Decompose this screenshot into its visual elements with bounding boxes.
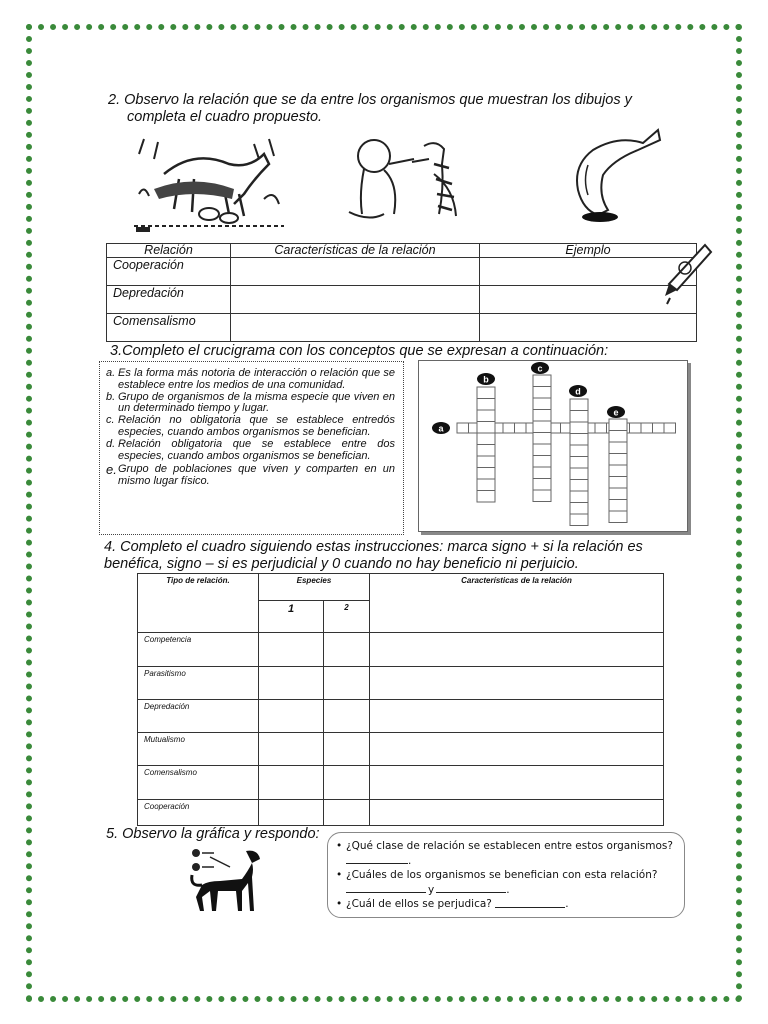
crossword-cell[interactable] — [477, 387, 495, 399]
clue-label: b — [483, 374, 489, 385]
answer-cell[interactable] — [370, 766, 664, 800]
crossword-cell[interactable] — [477, 410, 495, 422]
clue-item: b. Grupo de organismos de la misma especie que viven en un determinado tiempo y lugar. — [106, 390, 395, 415]
crossword-cell[interactable] — [533, 410, 551, 422]
q5-questions-box: • ¿Qué clase de relación se establecen entre estos organismos? . • ¿Cuáles de los organismos se benefician con esta relación? y . • ¿Cuál de ellos se perjudica? . — [327, 832, 685, 918]
crossword-cell[interactable] — [477, 468, 495, 480]
row-label: Depredación — [138, 700, 259, 733]
q4-relations-table — [137, 573, 664, 826]
clue-item: a. Es la forma más notoria de interacción o relación que se establece entre los medios de una comunidad. — [106, 367, 395, 391]
crossword-cell[interactable] — [595, 423, 607, 433]
crossword-cell[interactable] — [477, 479, 495, 491]
crossword-cell[interactable] — [609, 465, 627, 477]
crossword-cell[interactable] — [609, 442, 627, 454]
crossword-cell[interactable] — [570, 434, 588, 446]
sign-cell[interactable] — [324, 633, 370, 667]
question-3: • ¿Cuál de ellos se perjudica? . — [336, 898, 569, 910]
crossword-cell[interactable] — [533, 467, 551, 479]
answer-blank[interactable] — [436, 882, 506, 893]
crossword-cell[interactable] — [609, 500, 627, 512]
sign-cell[interactable] — [259, 733, 324, 766]
crossword-cell[interactable] — [533, 433, 551, 445]
q2-relations-table — [106, 243, 697, 342]
header-relacion: Relación — [107, 244, 231, 258]
answer-blank[interactable] — [346, 882, 426, 893]
crossword-cell[interactable] — [609, 419, 627, 431]
crossword-cell[interactable] — [533, 444, 551, 456]
crossword-cell[interactable] — [664, 423, 676, 433]
crossword-cell[interactable] — [457, 423, 469, 433]
answer-cell[interactable] — [231, 286, 480, 314]
crossword-cell[interactable] — [609, 477, 627, 489]
crossword-grid[interactable] — [418, 360, 688, 532]
crossword-cell[interactable] — [533, 375, 551, 387]
crossword-cell[interactable] — [570, 491, 588, 503]
answer-cell[interactable] — [370, 733, 664, 766]
pencil-icon — [655, 240, 715, 305]
sign-cell[interactable] — [259, 766, 324, 800]
clue-item: d. Relación obligatoria que se establece entre dos especies, cuando ambos organismos se benefician. — [106, 437, 395, 462]
row-label: Comensalismo — [138, 766, 259, 800]
header-caracteristicas: Características de la relación — [231, 244, 480, 258]
crossword-cell[interactable] — [609, 488, 627, 500]
clue-label: a — [438, 423, 444, 434]
clue-label: e — [613, 407, 619, 418]
crossword-cell[interactable] — [570, 503, 588, 515]
sign-cell[interactable] — [259, 633, 324, 667]
row-label: Competencia — [138, 633, 259, 667]
sign-cell[interactable] — [259, 667, 324, 700]
crossword-cell[interactable] — [570, 399, 588, 411]
row-label: Depredación — [107, 286, 231, 314]
clue-item: c. Relación no obligatoria que se establece entredós especies, cuando ambos organismos se benefician. — [106, 414, 395, 438]
q2-title: 2. Observo la relación que se da entre los organismos que muestran los dibujos y completa el cuadro propuesto. — [108, 92, 632, 125]
clue-label: c — [537, 363, 543, 374]
crossword-cell[interactable] — [477, 456, 495, 468]
crossword-cell[interactable] — [570, 480, 588, 492]
answer-cell[interactable] — [231, 258, 480, 286]
answer-cell[interactable] — [370, 700, 664, 733]
crossword-cell[interactable] — [641, 423, 653, 433]
crossword-cell[interactable] — [570, 468, 588, 480]
sign-cell[interactable] — [324, 766, 370, 800]
question-1: • ¿Qué clase de relación se establecen entre estos organismos? — [336, 840, 673, 852]
q3-title: 3.Completo el crucigrama con los conceptos que se expresan a continuación: — [110, 343, 609, 359]
crossword-cell[interactable] — [477, 399, 495, 411]
crossword-cell[interactable] — [477, 491, 495, 503]
crossword-cell[interactable] — [533, 456, 551, 468]
answer-cell[interactable] — [370, 633, 664, 667]
crossword-cell[interactable] — [477, 445, 495, 457]
answer-cell[interactable] — [370, 800, 664, 826]
answer-cell[interactable] — [370, 667, 664, 700]
crossword-cell[interactable] — [533, 398, 551, 410]
crossword-cell[interactable] — [653, 423, 665, 433]
header-especies: Especies — [259, 574, 370, 601]
row-label: Comensalismo — [107, 314, 231, 342]
lion-tiger-illustration — [344, 134, 469, 224]
crossword-cell[interactable] — [533, 490, 551, 502]
crossword-cell[interactable] — [609, 454, 627, 466]
example-cell[interactable] — [480, 314, 697, 342]
crossword-clues-box — [99, 361, 404, 535]
header-tipo: Tipo de relación. — [138, 574, 259, 633]
sign-cell[interactable] — [259, 700, 324, 733]
crossword-cell[interactable] — [533, 421, 551, 433]
crossword-cell[interactable] — [570, 445, 588, 457]
crossword-cell[interactable] — [609, 431, 627, 443]
clue-label: d — [575, 386, 581, 397]
crossword-cell[interactable] — [533, 479, 551, 491]
sign-cell[interactable] — [259, 800, 324, 826]
question-2: • ¿Cuáles de los organismos se benefician con esta relación? — [336, 869, 658, 881]
crossword-cell[interactable] — [477, 433, 495, 445]
q4-title: 4. Completo el cuadro siguiendo estas instrucciones: marca signo + si la relación es benéfica, signo – si es perjudicial y 0 cuando no hay beneficio ni perjuicio. — [104, 539, 643, 572]
crossword-cell[interactable] — [609, 511, 627, 523]
answer-cell[interactable] — [231, 314, 480, 342]
crossword-cell[interactable] — [630, 423, 642, 433]
sign-cell[interactable] — [324, 667, 370, 700]
row-label: Parasitismo — [138, 667, 259, 700]
dog-with-fleas-illustration — [180, 845, 270, 915]
row-label: Mutualismo — [138, 733, 259, 766]
answer-blank[interactable] — [346, 853, 408, 864]
row-label: Cooperación — [138, 800, 259, 826]
crossword-cell[interactable] — [515, 423, 527, 433]
horses-ducks-illustration — [134, 134, 284, 234]
q5-title: 5. Observo la gráfica y respondo: — [106, 826, 320, 842]
header-species-2: 2 — [324, 601, 370, 633]
crossword-cell[interactable] — [503, 423, 515, 433]
header-species-1: 1 — [259, 601, 324, 633]
dolphin-remora-illustration — [568, 125, 663, 225]
sign-cell[interactable] — [324, 700, 370, 733]
header-caracteristicas: Características de la relación — [370, 574, 664, 633]
crossword-cell[interactable] — [570, 457, 588, 469]
crossword-cell[interactable] — [477, 422, 495, 434]
row-label: Cooperación — [107, 258, 231, 286]
clue-item: e. Grupo de poblaciones que viven y comparten en un mismo lugar físico. — [106, 462, 395, 488]
sign-cell[interactable] — [324, 800, 370, 826]
crossword-cell[interactable] — [533, 387, 551, 399]
crossword-cell[interactable] — [570, 514, 588, 526]
header-ejemplo: Ejemplo — [480, 244, 697, 258]
crossword-cell[interactable] — [570, 411, 588, 423]
crossword-cell[interactable] — [570, 422, 588, 434]
sign-cell[interactable] — [324, 733, 370, 766]
answer-blank[interactable] — [495, 897, 565, 908]
